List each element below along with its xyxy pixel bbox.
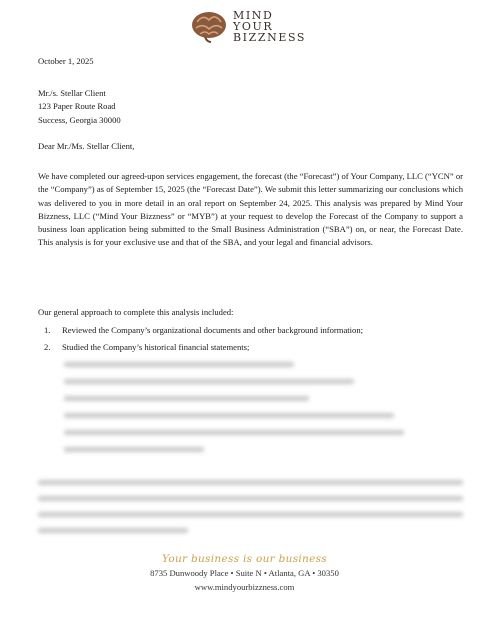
salutation: Dear Mr./Ms. Stellar Client, [38, 141, 135, 151]
footer-address: 8735 Dunwoody Place • Suite N • Atlanta, GA • 30350 [150, 568, 339, 578]
list-number: 1. [44, 325, 51, 335]
footer-tagline: Your business is our business [162, 553, 327, 565]
company-logo [189, 6, 306, 46]
logo-wordmark [233, 10, 306, 43]
footer-website: www.mindyourbizzness.com [194, 582, 295, 592]
logo-line-2: YOUR [233, 19, 274, 33]
logo-line-3: BIZZNESS [233, 30, 307, 44]
letter-date: October 1, 2025 [38, 56, 94, 66]
body-paragraph: We have completed our agreed-upon services engagement, the forecast (the “Forecast”) of Your Company, LLC (“YCN” or the “Company”) as of September 15, 2025 (the “Forecast Date”). We submit this letter summarizing our conclusions which was delivered to you in more detail in an oral report on September 24, 2025. This analysis was prepared by Mind Your Bizzness, LLC (“Mind Your Bizzness” or “MYB”) at your request to develop the Forecast of the Company to support a business loan application being submitted to the Small Business Administration (“SBA”) on, or near, the Forecast Date. This analysis is for your exclusive use and that of the SBA, and your legal and financial advisors. [38, 171, 463, 248]
address-line: Mr./s. Stellar Client [38, 88, 106, 98]
list-text: Reviewed the Company’s organizational documents and other background information; [62, 325, 364, 335]
logo-line-1: MIND [233, 8, 274, 22]
recipient-address [38, 87, 463, 127]
approach-intro: Our general approach to complete this analysis included: [38, 307, 234, 317]
list-item [44, 339, 363, 356]
address-line: Success, Georgia 30000 [38, 114, 121, 125]
list-text: Studied the Company’s historical financial statements; [62, 342, 250, 352]
approach-list [44, 322, 363, 356]
list-item [44, 322, 363, 339]
list-number: 2. [44, 342, 51, 352]
brain-icon [189, 8, 229, 44]
address-line: 123 Paper Route Road [38, 101, 116, 112]
